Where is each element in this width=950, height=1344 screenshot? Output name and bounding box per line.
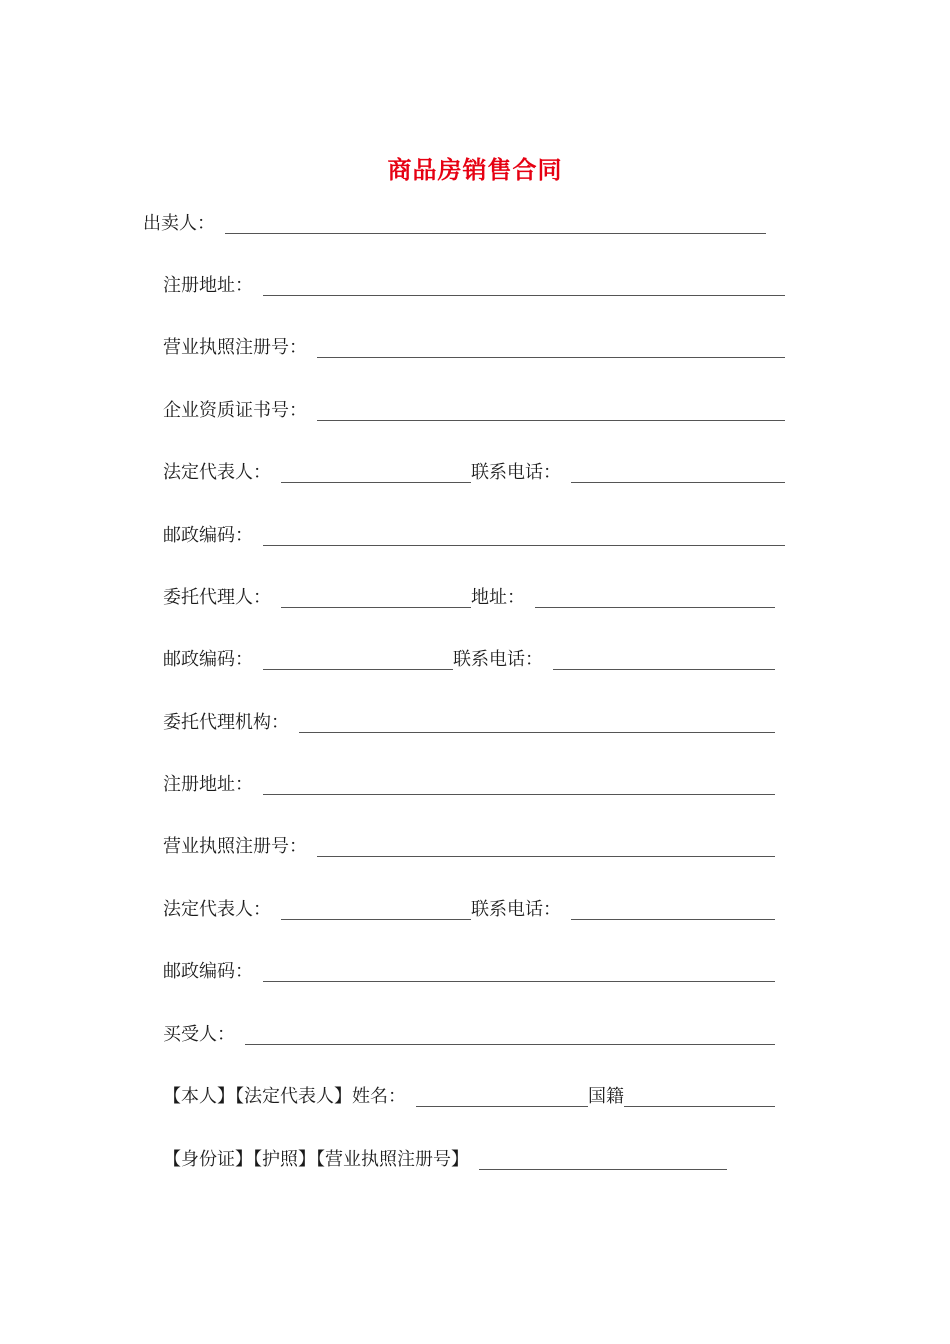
seller-row (143, 210, 766, 238)
agent-row (163, 584, 775, 612)
seller-license-label: 营业执照注册号： (163, 337, 307, 358)
agency-postcode-field[interactable] (263, 961, 775, 982)
seller-phone-field[interactable] (571, 462, 785, 483)
buyer-row (163, 1021, 775, 1049)
agency-reg-address-row (163, 771, 775, 799)
seller-qualification-field[interactable] (317, 400, 785, 421)
buyer-id-row (163, 1146, 727, 1174)
buyer-name-label: 【本人】【法定代表人】姓名： (163, 1086, 406, 1107)
buyer-nationality-field[interactable] (624, 1086, 775, 1107)
agency-reg-address-label: 注册地址： (163, 774, 253, 795)
agent-address-field[interactable] (535, 587, 775, 608)
agency-postcode-label: 邮政编码： (163, 961, 253, 982)
seller-reg-address-field[interactable] (263, 275, 785, 296)
seller-legal-rep-field[interactable] (281, 462, 471, 483)
agent-phone-field[interactable] (553, 649, 775, 670)
agency-legal-rep-label: 法定代表人： (163, 899, 271, 920)
buyer-label: 买受人： (163, 1024, 235, 1045)
seller-license-row (163, 334, 785, 362)
seller-postcode-row (163, 522, 785, 550)
agent-postcode-field[interactable] (263, 649, 453, 670)
buyer-nationality-label: 国籍 (588, 1086, 624, 1107)
agency-legal-rep-row (163, 896, 775, 924)
agent-postcode-row (163, 646, 775, 674)
buyer-id-label: 【身份证】【护照】【营业执照注册号】 (163, 1149, 469, 1170)
buyer-name-field[interactable] (416, 1086, 588, 1107)
agent-address-label: 地址： (471, 587, 525, 608)
seller-postcode-label: 邮政编码： (163, 525, 253, 546)
seller-legal-rep-row (163, 459, 785, 487)
agency-license-row (163, 833, 775, 861)
seller-license-field[interactable] (317, 337, 785, 358)
seller-label: 出卖人： (143, 213, 215, 234)
seller-qualification-label: 企业资质证书号： (163, 400, 307, 421)
agent-field[interactable] (281, 587, 471, 608)
document-title: 商品房销售合同 (387, 155, 563, 184)
agency-phone-field[interactable] (571, 899, 775, 920)
agency-label: 委托代理机构： (163, 712, 289, 733)
seller-reg-address-row (163, 272, 785, 300)
agency-row (163, 709, 775, 737)
agency-legal-rep-field[interactable] (281, 899, 471, 920)
agency-postcode-row (163, 958, 775, 986)
seller-legal-rep-label: 法定代表人： (163, 462, 271, 483)
agency-phone-label: 联系电话： (471, 899, 561, 920)
buyer-id-field[interactable] (479, 1149, 727, 1170)
seller-field[interactable] (225, 213, 766, 234)
buyer-field[interactable] (245, 1024, 775, 1045)
agency-license-label: 营业执照注册号： (163, 836, 307, 857)
agent-phone-label: 联系电话： (453, 649, 543, 670)
seller-reg-address-label: 注册地址： (163, 275, 253, 296)
buyer-name-row (163, 1083, 775, 1111)
seller-qualification-row (163, 397, 785, 425)
seller-postcode-field[interactable] (263, 525, 785, 546)
agency-license-field[interactable] (317, 836, 775, 857)
agent-label: 委托代理人： (163, 587, 271, 608)
agency-reg-address-field[interactable] (263, 774, 775, 795)
agent-postcode-label: 邮政编码： (163, 649, 253, 670)
seller-phone-label: 联系电话： (471, 462, 561, 483)
agency-field[interactable] (299, 712, 775, 733)
